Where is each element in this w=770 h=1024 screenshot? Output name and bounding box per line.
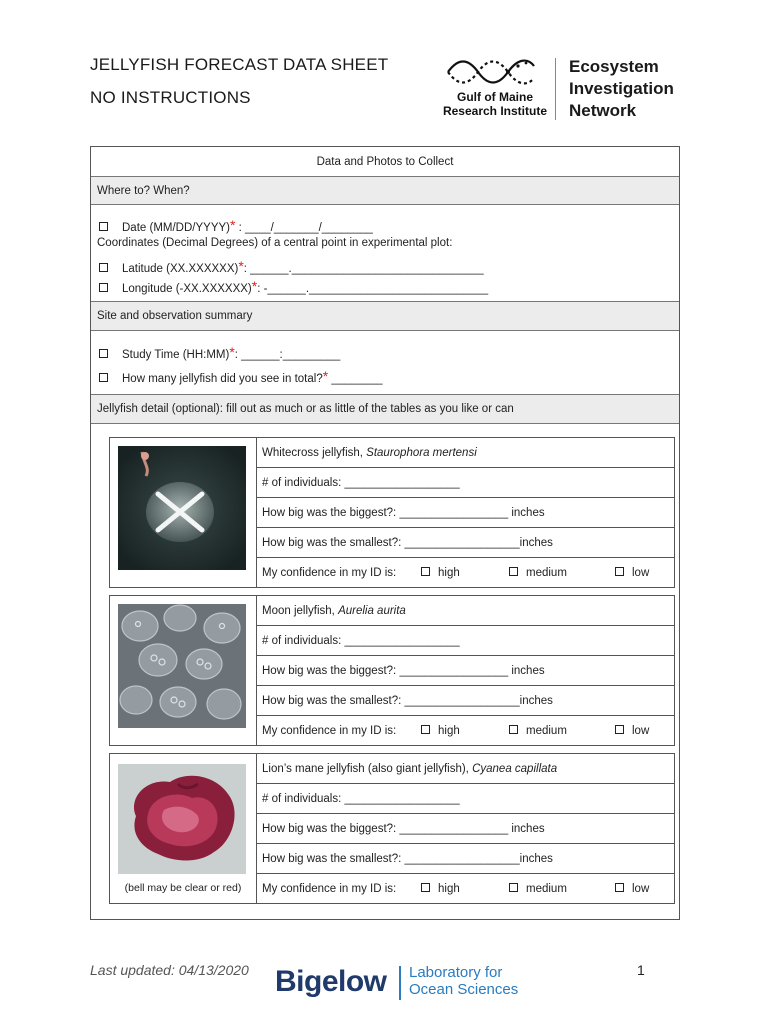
smallest-field[interactable]: How big was the smallest?: __________________inches	[256, 528, 674, 558]
high-checkbox[interactable]	[421, 725, 430, 734]
last-updated: Last updated: 04/13/2020	[90, 962, 249, 978]
medium-label: medium	[526, 883, 567, 895]
total-count-checkbox[interactable]	[99, 373, 108, 382]
confidence-low-option[interactable]	[615, 874, 649, 904]
confidence-high-option[interactable]	[421, 716, 460, 746]
total-count-field[interactable]	[91, 368, 679, 385]
whitecross-jellyfish-photo	[118, 446, 246, 570]
study-time-blank: : ______:_________	[234, 349, 341, 361]
low-checkbox[interactable]	[615, 725, 624, 734]
biggest-field[interactable]: How big was the biggest?: _________________ inches	[256, 814, 674, 844]
gmri-logo	[440, 56, 550, 120]
dna-icon	[446, 56, 536, 88]
total-count-blank: ________	[328, 373, 383, 385]
medium-checkbox[interactable]	[509, 725, 518, 734]
medium-checkbox[interactable]	[509, 567, 518, 576]
low-label: low	[632, 725, 650, 737]
individuals-field[interactable]: # of individuals: __________________	[256, 626, 674, 656]
confidence-high-option[interactable]	[421, 558, 460, 588]
required-star: *	[322, 368, 329, 384]
confidence-label: My confidence in my ID is:	[262, 725, 397, 737]
longitude-field[interactable]	[91, 278, 679, 295]
low-label: low	[632, 883, 650, 895]
logo-divider	[555, 58, 556, 120]
high-label: high	[438, 883, 460, 895]
species-name	[256, 596, 674, 626]
confidence-row	[256, 716, 674, 746]
study-time-checkbox[interactable]	[99, 349, 108, 358]
latitude-label: Latitude (XX.XXXXXX)	[122, 263, 239, 275]
study-time-field[interactable]	[91, 344, 679, 361]
gmri-logo-line2: Research Institute	[442, 104, 548, 118]
smallest-field[interactable]: How big was the smallest?: __________________inches	[256, 686, 674, 716]
species-name	[256, 754, 674, 784]
low-checkbox[interactable]	[615, 883, 624, 892]
photo-cell	[110, 438, 257, 587]
latitude-field[interactable]	[91, 258, 679, 275]
species-card-lions-mane	[109, 753, 675, 904]
section-jellyfish-detail: Jellyfish detail (optional): fill out as much or as little of the tables as you like or can	[91, 394, 679, 424]
species-common-name: Whitecross jellyfish,	[262, 447, 367, 459]
page-number: 1	[637, 962, 645, 978]
smallest-field[interactable]: How big was the smallest?: __________________inches	[256, 844, 674, 874]
species-latin-name: Staurophora mertensi	[366, 447, 477, 459]
medium-label: medium	[526, 725, 567, 737]
section-where-when: Where to? When?	[91, 176, 679, 205]
biggest-field[interactable]: How big was the biggest?: _________________ inches	[256, 656, 674, 686]
medium-checkbox[interactable]	[509, 883, 518, 892]
page-title: JELLYFISH FORECAST DATA SHEET	[90, 55, 389, 74]
section-site-summary: Site and observation summary	[91, 301, 679, 331]
required-star: *	[238, 258, 244, 274]
species-card-moon	[109, 595, 675, 746]
species-card-whitecross	[109, 437, 675, 588]
species-common-name: Lion’s mane jellyfish (also giant jellyfish),	[262, 763, 473, 775]
moon-jellyfish-photo	[118, 604, 246, 728]
bigelow-divider	[399, 966, 401, 1000]
required-star: *	[251, 278, 258, 294]
confidence-medium-option[interactable]	[509, 874, 567, 904]
ein-logo-line3: Network	[569, 101, 637, 120]
confidence-row	[256, 558, 674, 588]
data-form	[90, 146, 680, 920]
confidence-medium-option[interactable]	[509, 716, 567, 746]
date-blank: : ____/_______/________	[235, 222, 373, 234]
page-subtitle: NO INSTRUCTIONS	[90, 88, 251, 107]
species-latin-name: Cyanea capillata	[472, 763, 558, 775]
ein-logo-line2: Investigation	[569, 79, 674, 98]
confidence-label: My confidence in my ID is:	[262, 567, 397, 579]
high-label: high	[438, 725, 460, 737]
gmri-logo-line1: Gulf of Maine	[457, 90, 533, 104]
bigelow-sub1: Laboratory for	[409, 964, 503, 981]
study-time-label: Study Time (HH:MM)	[122, 349, 230, 361]
photo-caption: (bell may be clear or red)	[124, 882, 242, 894]
low-label: low	[632, 567, 650, 579]
latitude-checkbox[interactable]	[99, 263, 108, 272]
date-field[interactable]	[91, 217, 679, 234]
coords-label: Coordinates (Decimal Degrees) of a central point in experimental plot:	[97, 237, 453, 249]
bigelow-wordmark: Bigelow	[275, 965, 387, 998]
longitude-label: Longitude (-XX.XXXXXX)	[122, 283, 252, 295]
low-checkbox[interactable]	[615, 567, 624, 576]
ein-logo-line1: Ecosystem	[569, 57, 659, 76]
confidence-label: My confidence in my ID is:	[262, 883, 397, 895]
form-heading: Data and Photos to Collect	[316, 156, 454, 168]
bigelow-sub2: Ocean Sciences	[409, 981, 519, 998]
confidence-high-option[interactable]	[421, 874, 460, 904]
latitude-blank: : ______.______________________________	[243, 263, 484, 275]
confidence-low-option[interactable]	[615, 716, 649, 746]
high-label: high	[438, 567, 460, 579]
longitude-checkbox[interactable]	[99, 283, 108, 292]
high-checkbox[interactable]	[421, 567, 430, 576]
photo-cell	[110, 754, 257, 903]
ein-logo	[569, 56, 674, 122]
total-count-label: How many jellyfish did you see in total?	[122, 373, 323, 385]
confidence-medium-option[interactable]	[509, 558, 567, 588]
species-common-name: Moon jellyfish,	[262, 605, 339, 617]
longitude-blank: : -______.____________________________	[257, 283, 489, 295]
species-latin-name: Aurelia aurita	[338, 605, 406, 617]
individuals-field[interactable]: # of individuals: __________________	[256, 468, 674, 498]
required-star: *	[230, 217, 236, 233]
biggest-field[interactable]: How big was the biggest?: _________________ inches	[256, 498, 674, 528]
species-name	[256, 438, 674, 468]
date-label: Date (MM/DD/YYYY)	[122, 222, 230, 234]
individuals-field[interactable]: # of individuals: __________________	[256, 784, 674, 814]
photo-cell	[110, 596, 257, 745]
medium-label: medium	[526, 567, 567, 579]
date-checkbox[interactable]	[99, 222, 108, 231]
high-checkbox[interactable]	[421, 883, 430, 892]
lions-mane-jellyfish-photo	[118, 764, 246, 874]
confidence-low-option[interactable]	[615, 558, 649, 588]
confidence-row	[256, 874, 674, 904]
required-star: *	[229, 344, 235, 360]
